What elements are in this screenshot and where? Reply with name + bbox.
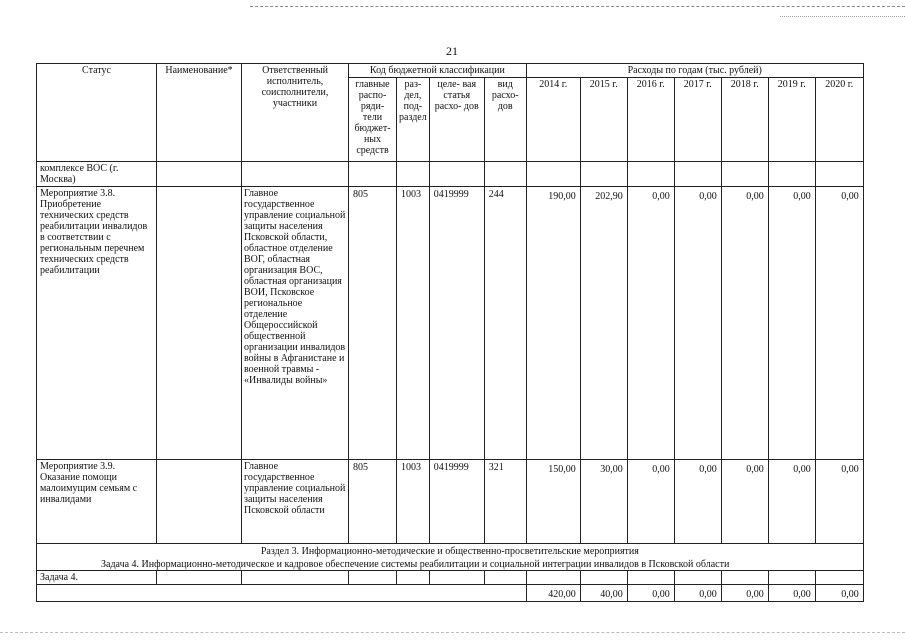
cell-value: 0,00 [674,460,721,544]
col-header-year: 2018 г. [721,78,768,162]
cell-section: 1003 [397,187,430,460]
cell-value: 0,00 [674,585,721,602]
cell-article: 0419999 [429,460,484,544]
cell-article: 0419999 [429,187,484,460]
col-header-year: 2014 г. [526,78,580,162]
col-header-name: Наименование* [157,64,242,162]
col-header-year: 2020 г. [815,78,863,162]
cell-value: 0,00 [674,187,721,460]
cell-article [429,571,484,585]
cell-value: 202,90 [580,187,627,460]
cell-value [721,162,768,187]
cell-type: 321 [484,460,526,544]
col-header-expenses: Расходы по годам (тыс. рублей) [526,64,863,78]
scan-edge-line [780,16,905,17]
cell-name [157,571,242,585]
cell-status: комплексе ВОС (г. Москва) [37,162,157,187]
cell-type [484,162,526,187]
cell-grbs: 805 [349,187,397,460]
col-header-section: раз- дел, под- раздел [397,78,430,162]
table-row [37,571,864,585]
cell-status: Задача 4. [37,571,157,585]
col-header-year: 2016 г. [627,78,674,162]
table-row [37,187,864,460]
task-title: Задача 4. Информационно-методическое и кадровое обеспечение системы реабилитации и социальной интеграции инвалидов в Псковской области [37,557,864,571]
cell-value: 0,00 [815,460,863,544]
cell-name [157,162,242,187]
cell-responsible: Главное государственное управление социальной защиты населения Псковской области [242,460,349,544]
cell-value: 0,00 [721,187,768,460]
cell-value [627,162,674,187]
cell-article [429,162,484,187]
section-title: Раздел 3. Информационно-методические и общественно-просветительские мероприятия [37,544,864,558]
cell-type: 244 [484,187,526,460]
cell-value: 0,00 [721,460,768,544]
col-header-budget-code: Код бюджетной классификации [349,64,527,78]
cell-value [580,571,627,585]
cell-value: 0,00 [627,585,674,602]
cell-value [721,571,768,585]
cell-value [580,162,627,187]
table-row [37,585,864,602]
cell-status: Мероприятие 3.9. Оказание помощи малоимущим семьям с инвалидами [37,460,157,544]
col-header-responsible: Ответственный исполнитель, соисполнители, участники [242,64,349,162]
cell-value: 420,00 [526,585,580,602]
cell-name [157,187,242,460]
cell-value: 0,00 [815,585,863,602]
cell-value [815,162,863,187]
col-header-year: 2019 г. [768,78,815,162]
cell-value [674,162,721,187]
scan-edge-line [250,6,905,7]
table-row [37,460,864,544]
col-header-expense-type: вид расхо- дов [484,78,526,162]
cell-status: Мероприятие 3.8. Приобретение технических средств реабилитации инвалидов в соответствии с региональным перечнем технических средств реабилитации [37,187,157,460]
col-header-year: 2015 г. [580,78,627,162]
page-number: 21 [446,44,458,58]
cell-responsible: Главное государственное управление социальной защиты населения Псковской области, областное отделение ВОГ, областная организация ВОС, областная организация ВОИ, Псковское региональное отделение Общероссийской общественной организации инвалидов войны в Афганистане и военной травмы - «Инвалиды войны» [242,187,349,460]
cell-responsible [242,162,349,187]
col-header-target-article: целе- вая статья расхо- дов [429,78,484,162]
cell-value [768,571,815,585]
cell-grbs [349,571,397,585]
cell-value [526,162,580,187]
cell-value [768,162,815,187]
cell-section [397,571,430,585]
cell-value: 0,00 [768,585,815,602]
cell-value [627,571,674,585]
cell-value: 40,00 [580,585,627,602]
budget-table [36,63,864,602]
cell-value: 0,00 [627,460,674,544]
scan-edge-line [0,632,905,633]
cell-value: 30,00 [580,460,627,544]
cell-value: 0,00 [721,585,768,602]
cell-grbs: 805 [349,460,397,544]
cell-section: 1003 [397,460,430,544]
cell-value: 0,00 [768,187,815,460]
cell-value: 0,00 [627,187,674,460]
col-header-status: Статус [37,64,157,162]
cell-value: 0,00 [815,187,863,460]
cell-value [674,571,721,585]
table-row [37,162,864,187]
cell-responsible [242,571,349,585]
cell-value: 190,00 [526,187,580,460]
cell-grbs [349,162,397,187]
cell-value [526,571,580,585]
col-header-year: 2017 г. [674,78,721,162]
cell-type [484,571,526,585]
col-header-grbs: главные распо- ряди- тели бюджет- ных средств [349,78,397,162]
cell-section [397,162,430,187]
cell-name [157,460,242,544]
cell-value [815,571,863,585]
cell-value: 0,00 [768,460,815,544]
cell-value: 150,00 [526,460,580,544]
cell-spacer [37,585,527,602]
